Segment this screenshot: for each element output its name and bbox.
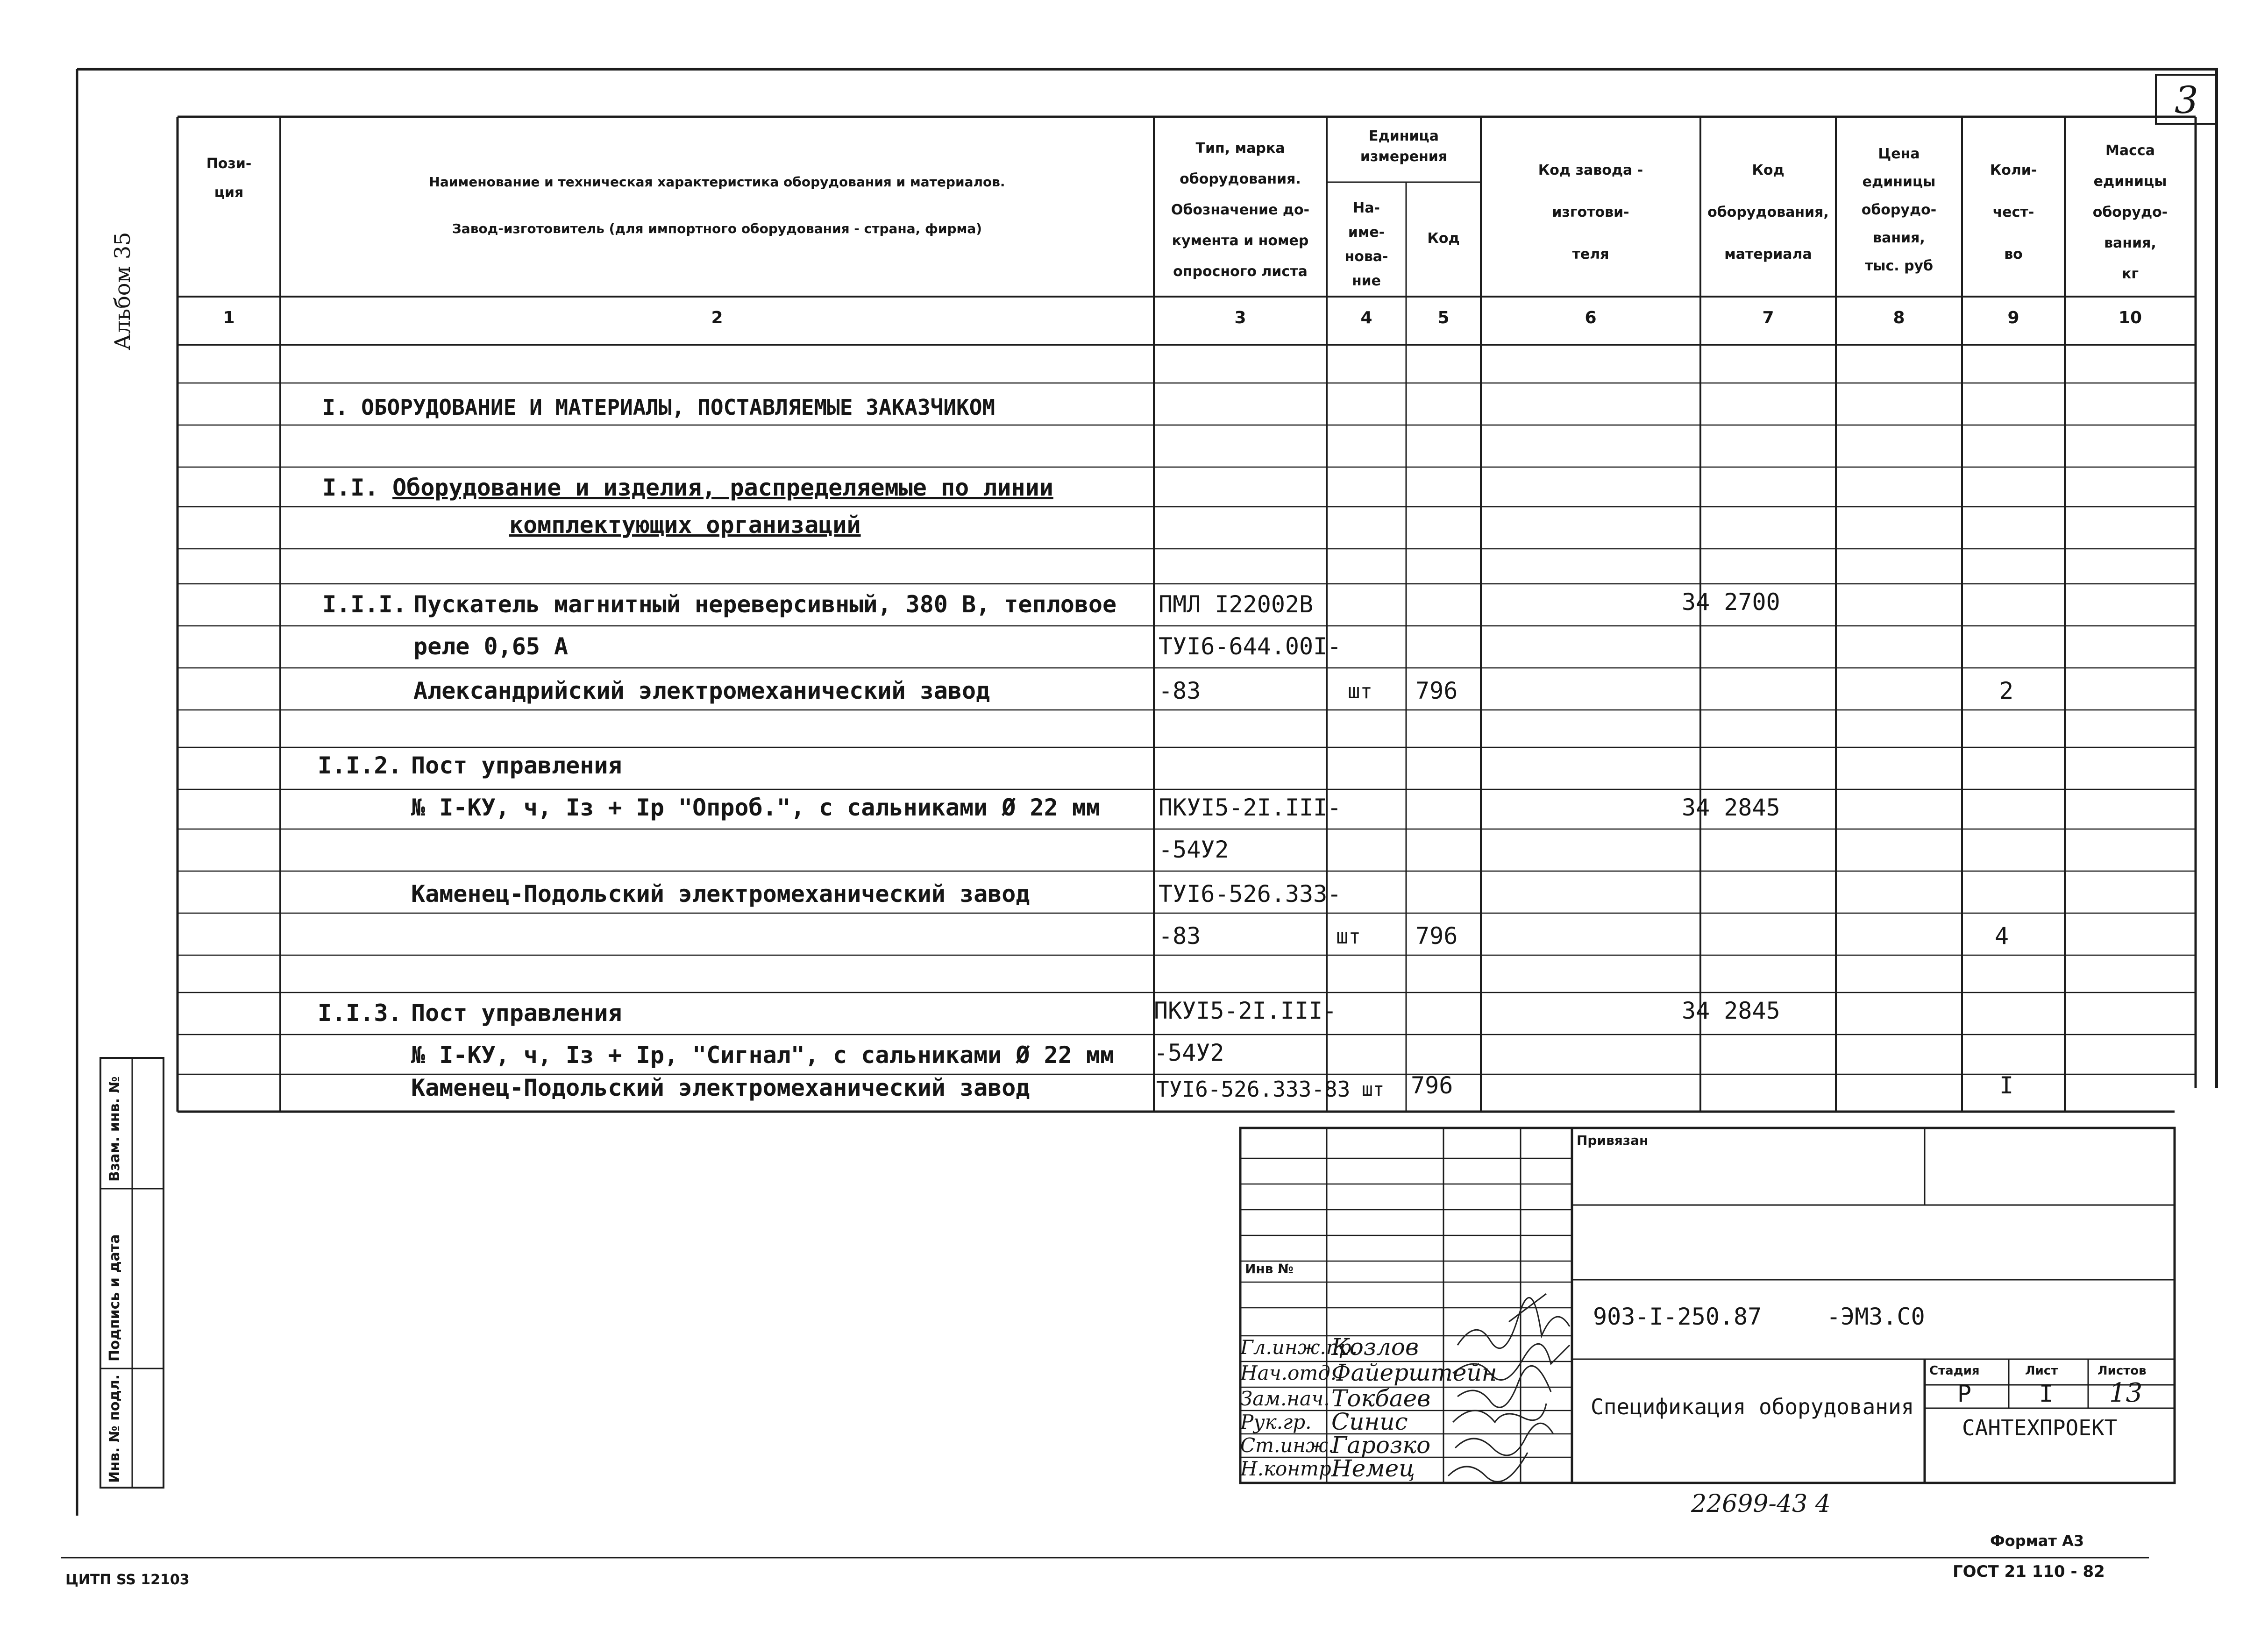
item-3-manufacturer: Каменец-Подольский электромеханический завод (411, 1074, 1030, 1101)
item-2-name-2: № I-КУ, ч, Iз + Iр "Опроб.", с сальниками Ø 22 мм (411, 794, 1101, 821)
item-1-quantity: 2 (1999, 677, 2014, 704)
stadia-value: Р (1957, 1380, 1972, 1407)
item-2-equipment-code: 34 2845 (1682, 794, 1780, 821)
column-number: 6 (1585, 308, 1597, 327)
item-1-number: I.I.I. (322, 591, 407, 618)
gost-label: ГОСТ 21 110 - 82 (1953, 1562, 2105, 1581)
signer-name: Токбаев (1331, 1385, 1431, 1412)
item-3-name-2: № I-КУ, ч, Iз + Iр, "Сигнал", с сальниками Ø 22 мм (411, 1042, 1115, 1069)
item-3-number: I.I.3. (318, 1000, 402, 1027)
header-type: Тип, марка оборудования. Обозначение до- кумента и номер опросного листа (1171, 140, 1310, 280)
item-3-type: ПКУI5-2I.III- (1154, 997, 1337, 1024)
signer-role: Зам.нач. (1240, 1387, 1330, 1410)
column-number: 8 (1893, 308, 1905, 327)
item-1-equipment-code: 34 2700 (1682, 588, 1780, 616)
album-label: Альбом 35 (110, 232, 135, 350)
item-1-name-2: реле 0,65 А (413, 633, 569, 660)
item-3-equipment-code: 34 2845 (1682, 997, 1780, 1024)
column-number: 4 (1360, 308, 1372, 327)
list-label: Лист (2025, 1364, 2058, 1378)
header-unit-code: Код (1427, 230, 1460, 247)
column-number: 5 (1437, 308, 1450, 327)
signer-name: Синис (1331, 1408, 1408, 1435)
archive-number: 22699-43 4 (1691, 1490, 1831, 1518)
header-name: Наименование и техническая характеристика оборудования и материалов. Завод-изготовитель (для импортного оборудования - страна, фирма) (429, 174, 1005, 236)
item-2-name: Пост управления (411, 752, 622, 779)
document-suffix: -ЭМЗ.С0 (1827, 1303, 1925, 1330)
organization: САНТЕХПРОЕКТ (1962, 1415, 2118, 1440)
header-equipment-code: Код оборудования, материала (1707, 162, 1829, 262)
item-3-quantity: I (1999, 1072, 2014, 1099)
header-mass: Масса единицы оборудо- вания, кг (2092, 142, 2168, 282)
list-value: I (2039, 1380, 2054, 1407)
signer-role: Гл.инж.пр. (1240, 1336, 1358, 1359)
section-heading-1: I. ОБОРУДОВАНИЕ И МАТЕРИАЛЫ, ПОСТАВЛЯЕМЫЕ ЗАКАЗЧИКОМ (322, 395, 995, 420)
item-1-name: Пускатель магнитный нереверсивный, 380 В, тепловое (413, 591, 1117, 618)
item-2-unit-code: 796 (1415, 922, 1458, 950)
section-1-1-line2: комплектующих организаций (509, 511, 861, 539)
signer-role: Ст.инж. (1240, 1434, 1335, 1457)
document-code: 903-I-250.87 (1593, 1303, 1762, 1330)
signer-role: Рук.гр. (1240, 1411, 1312, 1433)
item-3-name: Пост управления (411, 1000, 622, 1027)
column-number: 3 (1234, 308, 1246, 327)
item-1-spec: ТУI6-644.00I- (1159, 633, 1342, 660)
item-1-spec-2: -83 (1159, 677, 1201, 704)
format-label: Формат А3 (1990, 1532, 2084, 1550)
header-unit-name: На- име- нова- ние (1344, 200, 1388, 289)
item-3-spec: ТУI6-526.333-83 (1156, 1077, 1351, 1102)
signer-role: Нач.отд. (1240, 1361, 1337, 1384)
margin-label-signature-date: Подпись и дата (107, 1234, 123, 1361)
item-3-type-2: -54У2 (1154, 1039, 1224, 1066)
header-price: Цена единицы оборудо- вания, тыс. руб (1861, 146, 1937, 274)
item-3-unit-code: 796 (1411, 1072, 1453, 1099)
listov-label: Листов (2097, 1364, 2147, 1378)
column-number: 2 (711, 308, 723, 327)
column-number: 7 (1762, 308, 1774, 327)
signer-name: Файерштейн (1331, 1359, 1497, 1386)
item-1-unit: шт (1348, 680, 1372, 703)
item-2-type: ПКУI5-2I.III- (1159, 794, 1342, 821)
section-1-1-number: I.I. (322, 474, 379, 501)
column-number: 10 (2118, 308, 2142, 327)
privyazan-label: Привязан (1577, 1133, 1649, 1148)
item-2-quantity: 4 (1995, 922, 2009, 950)
item-2-type-2: -54У2 (1159, 836, 1229, 863)
section-1-1-line1: Оборудование и изделия, распределяемые по линии (392, 474, 1053, 501)
column-number: 9 (2007, 308, 2019, 327)
header-unit: Единица измерения (1360, 128, 1448, 165)
item-2-manufacturer: Каменец-Подольский электромеханический завод (411, 880, 1030, 908)
item-3-unit: шт (1362, 1079, 1385, 1100)
header-position: Пози- ция (206, 156, 252, 201)
item-2-spec-2: -83 (1159, 922, 1201, 950)
column-number: 1 (223, 308, 235, 327)
inventory-number-label: Инв № (1245, 1261, 1294, 1276)
item-1-type: ПМЛ I22002В (1159, 591, 1314, 618)
listov-value: 13 (2109, 1378, 2143, 1408)
stadia-label: Стадия (1929, 1364, 1980, 1378)
item-2-unit: шт (1336, 925, 1361, 949)
signer-name: Гарозко (1331, 1432, 1431, 1459)
margin-label-original-inv: Инв. № подл. (107, 1374, 123, 1483)
page-number: 3 (2175, 78, 2198, 122)
document-title: Спецификация оборудования (1591, 1394, 1914, 1419)
signer-name: Козлов (1331, 1333, 1419, 1361)
item-1-unit-code: 796 (1415, 677, 1458, 704)
header-maker-code: Код завода - изготови- теля (1538, 162, 1643, 262)
item-1-manufacturer: Александрийский электромеханический завод (413, 677, 990, 704)
item-2-number: I.I.2. (318, 752, 402, 779)
margin-label-replaces-inv: Взам. инв. № (107, 1076, 123, 1182)
signer-role: Н.контр. (1240, 1457, 1338, 1480)
item-2-spec: ТУI6-526.333- (1159, 880, 1342, 908)
signer-name: Немец (1331, 1455, 1415, 1482)
header-quantity: Коли- чест- во (1990, 162, 2037, 262)
printer-mark: ЦИТП SS 12103 (65, 1572, 190, 1588)
